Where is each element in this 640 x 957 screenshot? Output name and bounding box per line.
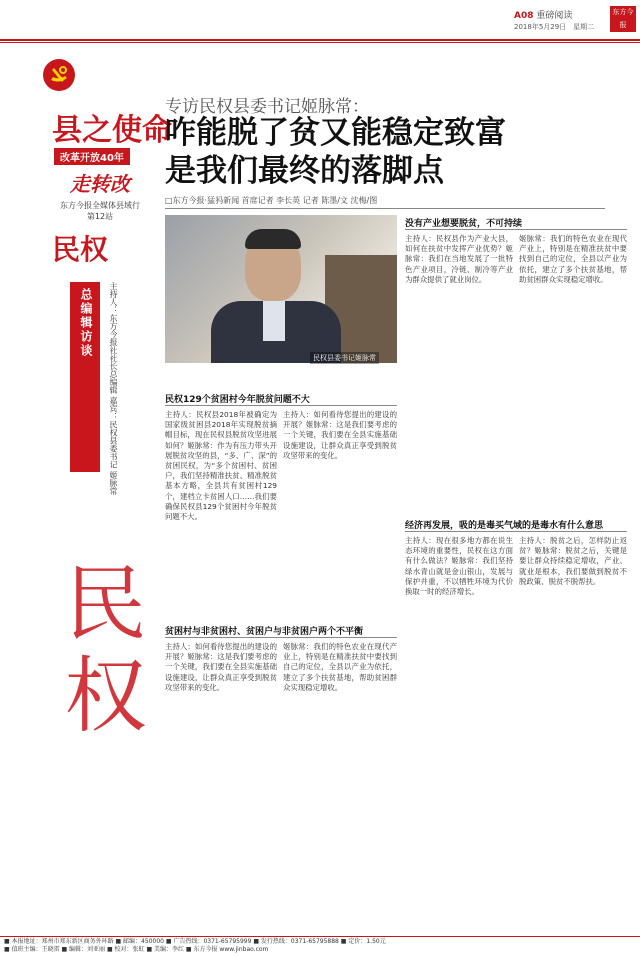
- series-title: 县之使命: [52, 113, 172, 148]
- series-subtitle: 走转改: [70, 172, 130, 196]
- decorative-place-characters: 民权: [51, 560, 146, 744]
- footer-line-1: ■ 本报地址：郑州市郑东新区商务外环路 ■ 邮编：450000 ■ 广告热线：0371-65795999 ■ 发行热线：0371-65795888 ■ 定价：1.50元: [4, 938, 386, 945]
- article-paragraph: 主持人：如何看待您提出的建设的开展？姬脉常：这是我们要考虑的一个关键，我们要在全县实施基础设施建设，让群众真正享受到脱贫攻坚带来的变化。: [165, 642, 277, 692]
- series-banner: 改革开放40年: [54, 148, 130, 165]
- article-headline: [165, 114, 605, 190]
- photo-subject-shirt: [263, 301, 285, 341]
- header-rule-thin: [0, 42, 640, 43]
- article-byline: □东方今报·猛犸新闻 首席记者 李长英 记者 陈墨/文 沈梅/图: [165, 196, 378, 205]
- series-stage: 第12站: [86, 212, 114, 221]
- page-header: [514, 8, 572, 21]
- party-emblem-icon: [42, 58, 76, 92]
- article-paragraph: 姬脉常：我们的特色农业在现代产业上，特别是在精准扶贫中要找到自己的定位，全县以产业为依托，建立了多个扶贫基地，帮助贫困群众实现稳定增收。: [519, 234, 627, 284]
- column-tag: [70, 282, 100, 472]
- section-heading-industry: 没有产业想要脱贫，不可持续: [405, 219, 523, 229]
- newspaper-logo: 东方今报: [610, 6, 636, 32]
- header-rule: [0, 39, 640, 41]
- article-paragraph: 姬脉常：我们的特色农业在现代产业上，特别是在精准扶贫中要找到自己的定位，全县以产业为依托，建立了多个扶贫基地，帮助贫困群众实现稳定增收。: [283, 642, 397, 692]
- issue-date: 2018年5月29日 星期二: [514, 23, 595, 31]
- section-rule: [165, 405, 397, 406]
- series-desc-line: 东方今报全媒体县域行: [60, 201, 140, 210]
- portrait-photo: [165, 215, 397, 363]
- section-heading-environment: 经济再发展，吸的是毒买气域的是毒水有什么意思: [405, 521, 604, 531]
- footer-line-2: ■ 值班主编：王晓雷 ■ 编辑：刘亚丽 ■ 校对：张虹 ■ 美编：李红 ■ 东方今报 www.jinbao.com: [4, 946, 269, 953]
- headline-line-1: 咋能脱了贫又能稳定致富: [165, 115, 506, 151]
- article-paragraph: 主持人：民权县2018年被确定为国家级贫困县2018年实现脱贫摘帽目标，现在民权县脱贫攻坚进展如何？姬脉常：作为有压力带头开展脱贫攻坚的县，“多、广、深”的贫困民权，为“多个贫困村、贫困户，我们坚持精准扶贫、精准脱贫基本方略，全县共有贫困村129个，建档立卡贫困人口……我们要确保民权县129个贫困村今年脱贫问题不大。: [165, 410, 277, 522]
- photo-subject-hair: [245, 229, 301, 249]
- section-rule: [165, 637, 397, 638]
- photo-caption: 民权县委书记姬脉常: [310, 352, 379, 364]
- section-rule: [405, 229, 627, 230]
- page-number: A08: [514, 11, 534, 21]
- section-heading-poverty: 民权129个贫困村今年脱贫问题不大: [165, 395, 310, 405]
- series-place: 民权: [52, 233, 109, 266]
- column-tag-label: 总编辑访谈: [79, 288, 93, 358]
- article-paragraph: 主持人：现在很多地方都在说生态环境的重要性，民权在这方面有什么做法？姬脉常：我们坚持绿水青山就是金山银山，发展与保护并重，不以牺牲环境为代价换取一时的经济增长。: [405, 536, 513, 597]
- section-heading-balance: 贫困村与非贫困村、贫困户与非贫困户两个不平衡: [165, 627, 364, 637]
- article-paragraph: 主持人：如何看待您提出的建设的开展？姬脉常：这是我们要考虑的一个关键，我们要在全县实施基础设施建设，让群众真正享受到脱贫攻坚带来的变化。: [283, 410, 397, 460]
- section-rule: [405, 531, 627, 532]
- article-kicker: 专访民权县委书记姬脉常：: [165, 97, 369, 117]
- host-guest-sidebar: 主持人：东方今报社社长总编辑 嘉宾：民权县委书记 姬脉常: [109, 282, 118, 496]
- headline-line-2: 是我们最终的落脚点: [165, 153, 444, 189]
- page-footer: [4, 938, 634, 954]
- footer-rule: [0, 936, 640, 937]
- article-paragraph: 主持人：民权县作为产业大县，如何在扶贫中发挥产业优势？姬脉常：我们在当地发展了一批特色产业项目，冷链、制冷等产业为群众提供了就业岗位。: [405, 234, 513, 284]
- article-paragraph: 主持人：脱贫之后，怎样防止返贫？姬脉常：脱贫之后，关键是要让群众持续稳定增收，产业、就业是根本，我们要做到脱贫不脱政策、脱贫不脱帮扶。: [519, 536, 627, 586]
- title-rule: [165, 208, 605, 209]
- series-description: [50, 200, 150, 222]
- section-name: 重磅阅读: [536, 11, 573, 21]
